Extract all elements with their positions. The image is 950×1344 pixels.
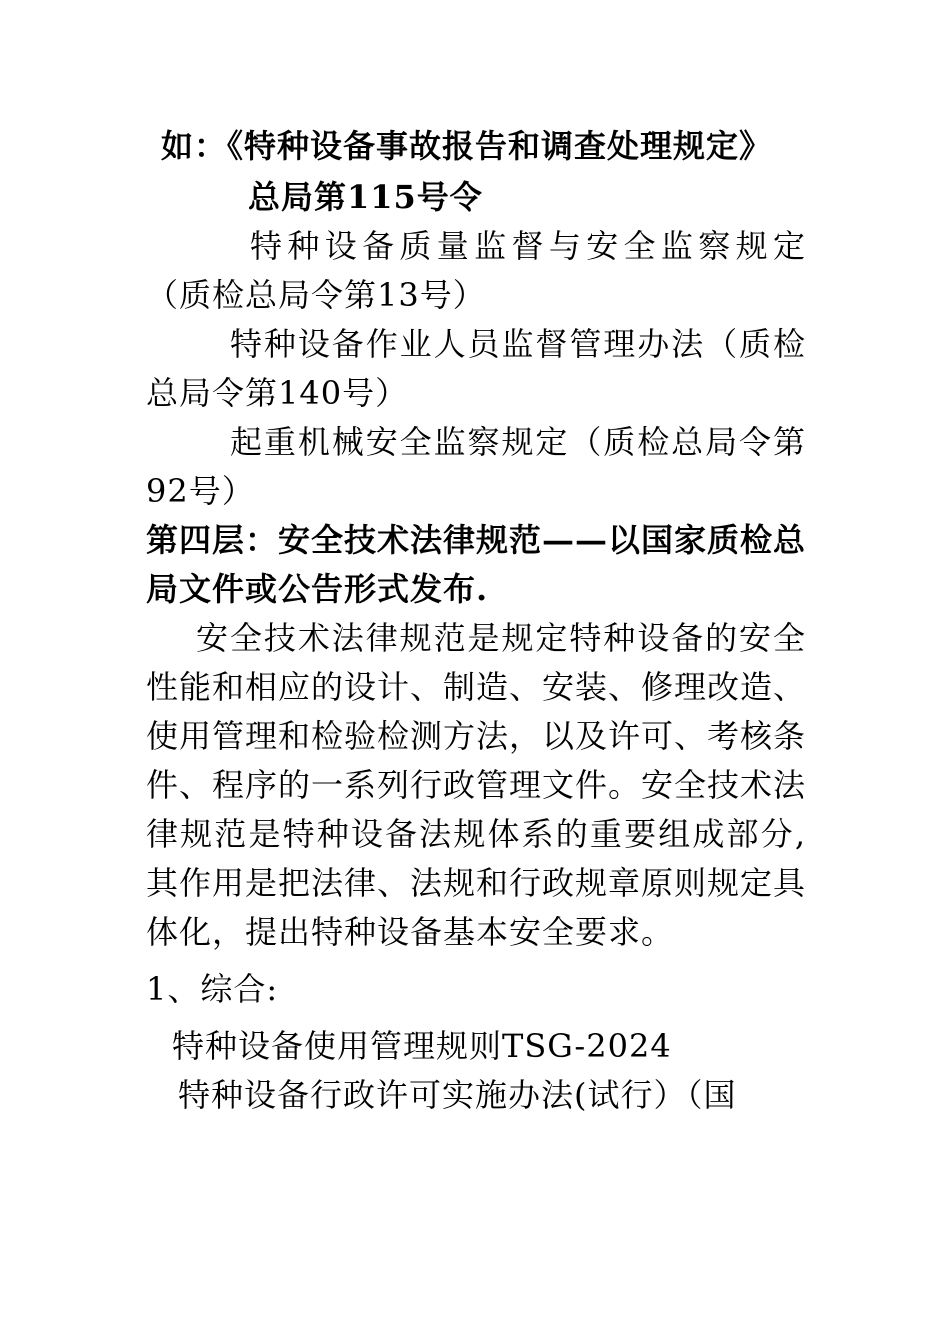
paragraph-quality-supervision: 特种设备质量监督与安全监察规定（质检总局令第13号） — [146, 227, 806, 314]
paragraph-usage-rules: 特种设备使用管理规则TSG-2024 — [172, 1027, 672, 1065]
paragraph-crane-supervision: 起重机械安全监察规定（质检总局令第92号） — [146, 423, 806, 510]
heading-fourth-layer: 第四层：安全技术法律规范——以国家质检总局文件或公告形式发布. — [146, 521, 807, 608]
paragraph-admin-license: 特种设备行政许可实施办法(试行）（国 — [178, 1076, 737, 1114]
document-page — [146, 122, 806, 1120]
paragraph-operator-management: 特种设备作业人员监督管理办法（质检总局令第140号） — [146, 325, 806, 412]
paragraph-technical-norms: 安全技术法律规范是规定特种设备的安全性能和相应的设计、制造、安装、修理改造、使用管理和检验检测方法，以及许可、考核条件、程序的一系列行政管理文件。安全技术法律规范是特种设备法规体系的重要组成部分,其作用是把法律、法规和行政规章原则规定具体化，提出特种设备基本安全要求。 — [146, 619, 807, 951]
paragraph-order-115: 总局第115号令 — [248, 178, 483, 216]
section-general: 1、综合: — [146, 970, 279, 1008]
paragraph-example-regulation: 如：《特种设备事故报告和调查处理规定》 — [161, 127, 773, 165]
